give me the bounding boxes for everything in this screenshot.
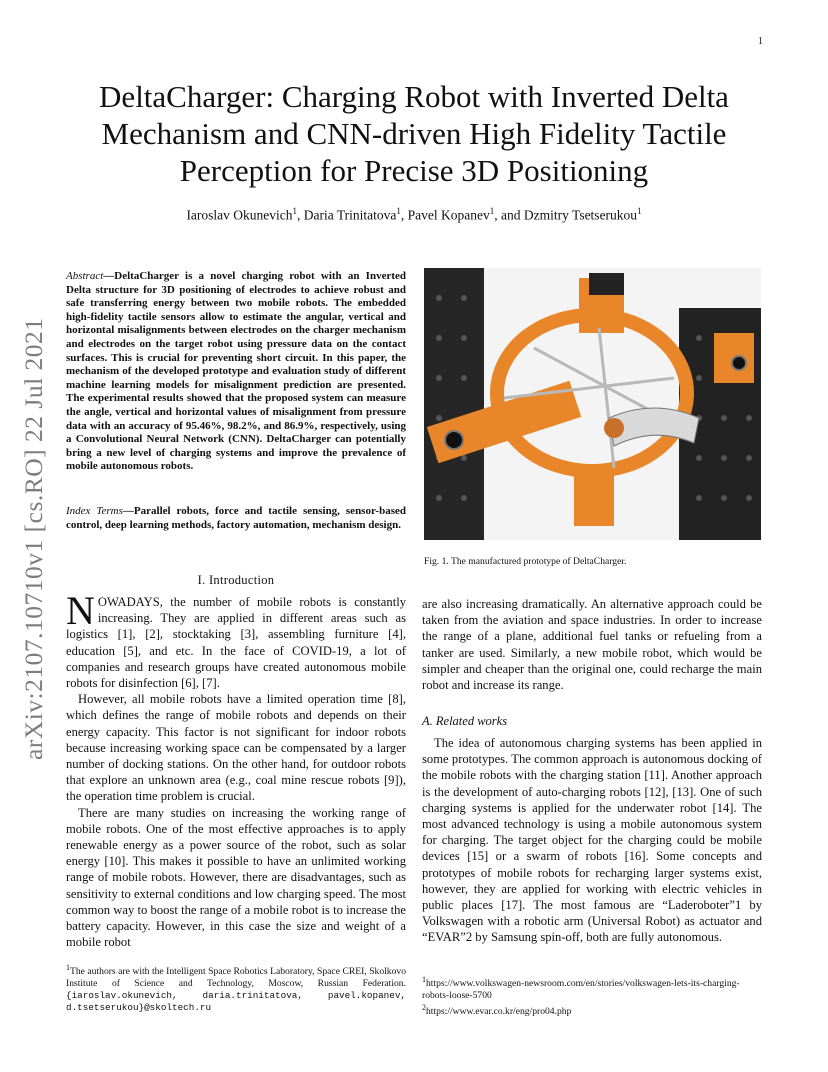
section-heading: I. Introduction [197, 573, 275, 587]
abstract: Abstract—DeltaCharger is a novel charging robot with an Inverted Delta structure for 3D positioning of electrodes to achieve robust and safe transferring energy between two mobile robots. The embedded high-fidelity tactile sensors allow to estimate the angular, vertical and horizontal misalignments between electrodes on the charger mechanism and electrodes on the target robot using pressure data on the contact surfaces. This is crucial for preventing short circuit. In this paper, the mechanism of the developed prototype and evaluation study of different machine learning models for misalignment prediction are presented. The experimental results showed that the proposed system can measure the angle, vertical and horizontal values of misalignment from pressure data with an accuracy of 95.46%, 98.2%, and 86.9%, respectively, using a Convolutional Neural Network (CNN). DeltaCharger can potentially bring a new level of charging systems and improve the prevalence of mobile autonomous robots. [66, 270, 406, 473]
footnote-2: $^2$https://www.evar.co.kr/eng/pro04.php [422, 1003, 572, 1018]
author-name: Pavel Kopanev [407, 207, 490, 223]
introduction-body-continued [422, 596, 762, 693]
affiliation-footnote: $^1$The authors are with the Intelligent Space Robotics Laboratory, Space CREI, Skolkovo Institute of Science and Technology, Moscow, Russian Federation. {iaroslav.okunevich, daria.trinitatova, pavel.kopanev, d.tsetserukou}@skoltech.ru [66, 963, 406, 1014]
footnote-text: The authors are with the Intelligent Space Robotics Laboratory, Space CREI, Skolkovo Institute of Science and Technology, Moscow, Russian Federation. [66, 966, 406, 990]
index-terms-label: Index Terms [66, 505, 123, 517]
paragraph: The idea of autonomous charging systems has been applied in some prototypes. The common approach is autonomous docking of the mobile robots with the charging station [11]. Another approach is the development of auto-charging robots [12], [13]. One of such charging systems is applied for the underwater robot [14]. The most advanced technology is using a mobile autonomous system for charging. The target object for the charging could be mobile devices [15] or a swarm of robots [16]. Some concepts and prototypes of mobile robots for recharging larger systems exist, however, they are applied for working with electric vehicles in public places [17]. The most famous are “Laderoboter”1 by Volkswagen with a robotic arm (Universal Robot) as actuator and “EVAR”2 by Samsung spin-off, both are fully autonomous. [422, 736, 762, 945]
affiliation-mark: 1 [637, 206, 642, 216]
affiliation-mark: 1 [396, 206, 401, 216]
dropcap: N [66, 588, 95, 633]
deltacharger-prototype-illustration [424, 268, 761, 540]
affiliation-mark: 1 [489, 206, 495, 216]
paragraph: are also increasing dramatically. An alternative approach could be taken from the aviation and space industries. In order to increase the range of a plane, additional fuel tanks or refueling from a tanker are used. Similarly, a new mobile robot, which would be simpler and cheaper than the original one, could recharge the main robot and increase its range. [422, 597, 762, 693]
affiliation-mark: 1 [292, 206, 298, 216]
paragraph: However, all mobile robots have a limited operation time [8], which defines the range of mobile robots and depends on their energy capacity. This factor is not significant for indoor robots because increasing working space can be compensated by a larger number of docking stations. On the other hand, for outdoor robots that explore an unknown area (e.g., coal mine rescue robots [9]), the operation time problem is crucial. [66, 692, 406, 804]
figure-caption: Fig. 1. The manufactured prototype of DeltaCharger. [424, 556, 627, 567]
related-works-body [422, 735, 762, 946]
paragraph: There are many studies on increasing the working range of mobile robots. One of the most effective approaches is to apply renewable energy as a power source of the robot, such as solar energy [10]. This makes it possible to have an unlimited working range of mobile robots. However, there are disadvantages, such as sensitivity to external conditions and low charging speed. The most common way to boost the range of a mobile robot is to increase the battery capacity. However, in this case the size and weight of a mobile robot [66, 805, 406, 950]
introduction-body [66, 588, 406, 950]
arxiv-identifier-stamp: arXiv:2107.10710v1 [cs.RO] 22 Jul 2021 [19, 317, 48, 760]
abstract-text: DeltaCharger is a novel charging robot with an Inverted Delta structure for 3D positioning of electrodes to achieve robust and safe transferring energy between two mobile robots. The embedded high-fidelity tactile sensors allow to estimate the angular, vertical and horizontal misalignments between electrodes on the charger mechanism and electrodes on the target robot using pressure data on the contact surfaces. This is crucial for preventing short circuit. In this paper, the mechanism of the developed prototype and evaluation study of different machine learning models for misalignment prediction are presented. The experimental results showed that the proposed system can measure the angle, vertical and horizontal values of misalignment from pressure data with an accuracy of 95.46%, 98.2%, and 86.9%, respectively, using a Convolutional Neural Network (CNN). DeltaCharger can potentially bring a new level of charging systems and improve the prevalence of mobile autonomous robots. [66, 270, 406, 473]
author-name: Iaroslav Okunevich [186, 207, 293, 223]
prototype-photo [424, 268, 761, 540]
url-footnotes [422, 974, 762, 1018]
author-emails: {iaroslav.okunevich, daria.trinitatova, pavel.kopanev, d.tsetserukou}@skoltech.ru [66, 990, 406, 1014]
footnote-url[interactable]: https://www.volkswagen-newsroom.com/en/stories/volkswagen-lets-its-charging-robots-loose-5700 [422, 978, 740, 1002]
paragraph: OWADAYS, the number of mobile robots is constantly increasing. They are applied in different areas such as logistics [1], [2], stocktaking [3], assembling furniture [4], education [5], and etc. In the face of COVID-19, a lot of companies and research groups have created autonomous mobile robots for disinfection [6], [7]. [66, 595, 406, 691]
author-name: Dzmitry Tsetserukou [523, 207, 638, 223]
index-terms: Index Terms—Parallel robots, force and tactile sensing, sensor-based control, deep learning methods, factory automation, mechanism design. [66, 505, 406, 531]
page-number: 1 [758, 36, 763, 47]
author-name: Daria Trinitatova [303, 207, 397, 223]
index-terms-text: Parallel robots, force and tactile sensing, sensor-based control, deep learning methods, factory automation, mechanism design. [66, 505, 406, 531]
footnote-url[interactable]: https://www.evar.co.kr/eng/pro04.php [426, 1006, 572, 1018]
author-list: Iaroslav Okunevich$^1$, Daria Trinitatova$^1$, Pavel Kopanev$^1$, and Dzmitry Tsetserukou$^1$ [186, 206, 642, 223]
abstract-label: Abstract [66, 270, 104, 282]
paper-title: DeltaCharger: Charging Robot with Inverted Delta Mechanism and CNN-driven High Fidelity Tactile Perception for Precise 3D Positioning [99, 79, 729, 188]
subsection-heading: A. Related works [422, 714, 508, 728]
footnote-1: $^1$https://www.volkswagen-newsroom.com/en/stories/volkswagen-lets-its-charging-robots-loose-5700 [422, 975, 740, 1002]
